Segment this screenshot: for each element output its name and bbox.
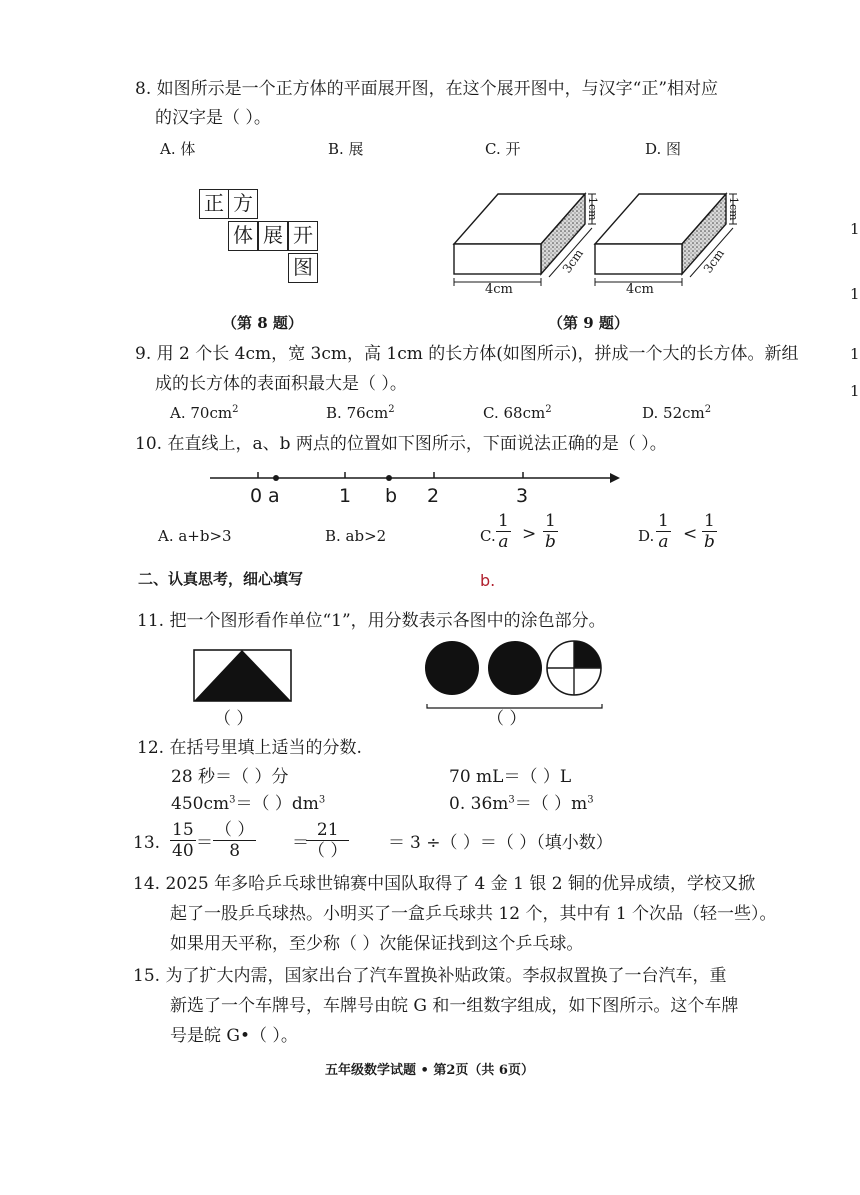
q8-option-d: D. 图 xyxy=(645,140,682,158)
q10-option-b: B. ab>2 xyxy=(325,527,387,545)
section2-title: 二、认真思考，细心填写 xyxy=(138,570,304,588)
dim-height-left: 1cm xyxy=(586,197,599,221)
q9-caption: （第 9 题） xyxy=(548,314,629,332)
q10-option-c-letter: C. xyxy=(480,527,496,545)
q8-line1: 8. 如图所示是一个正方体的平面展开图，在这个展开图中，与汉字“正”相对应 xyxy=(135,79,719,99)
q10-c-op: > xyxy=(522,524,537,544)
dim-length-left: 4cm xyxy=(485,282,513,297)
q13-eq2: ＝ xyxy=(292,833,309,853)
q8-caption: （第 8 题） xyxy=(222,314,303,332)
nl-label-3: 3 xyxy=(516,485,529,507)
q13-number: 13. xyxy=(133,833,161,853)
q10-c-frac1: $\frac{1}{a}$ xyxy=(498,511,509,552)
q11-triangle-figure xyxy=(192,648,294,704)
q13-eq3: ＝ xyxy=(388,833,405,853)
q12-c: $450cm^3=$（ ）$dm^3$ xyxy=(171,794,326,814)
q9-line2: 成的长方体的表面积最大是（ ）。 xyxy=(155,374,407,394)
margin-mark: 1 xyxy=(850,345,860,363)
net-cell-fang: 方 xyxy=(228,189,258,219)
nl-label-a: a xyxy=(268,485,280,507)
margin-mark: 1 xyxy=(850,382,860,400)
margin-mark: 1 xyxy=(850,220,860,238)
q15-line3: 号是皖 G•（ ）。 xyxy=(170,1026,298,1046)
net-cell-zhan: 展 xyxy=(258,221,288,251)
q14-line2: 起了一股乒乓球热。小明买了一盒乒乓球共 12 个，其中有 1 个次品（轻一些）。 xyxy=(170,904,777,924)
q10-d-frac2: $\frac{1}{b}$ xyxy=(704,511,715,552)
q8-option-a: A. 体 xyxy=(160,140,196,158)
q10-c-frac2: $\frac{1}{b}$ xyxy=(545,511,556,552)
q12-d: 0. $36m^3=$（ ）$m^3$ xyxy=(449,794,594,814)
q9-line1: 9. 用 2 个长 4cm，宽 3cm，高 1cm 的长方体(如图所示)，拼成一个大的长方体。新组 xyxy=(135,344,799,364)
q11-circles-figure xyxy=(422,638,608,710)
nl-label-1: 1 xyxy=(339,485,352,507)
q9-option-b: B. $76cm^2$ xyxy=(326,404,395,422)
q15-line2: 新选了一个车牌号，车牌号由皖 G 和一组数字组成，如下图所示。这个车牌 xyxy=(170,996,739,1016)
circle-quarter xyxy=(547,641,601,695)
margin-mark: 1 xyxy=(850,285,860,303)
q9-option-d: D. $52cm^2$ xyxy=(642,404,712,422)
circle-full-1 xyxy=(425,641,479,695)
q11-line1: 11. 把一个图形看作单位“1”，用分数表示各图中的涂色部分。 xyxy=(137,611,606,631)
dim-height-right: 1cm xyxy=(727,197,740,221)
point-b xyxy=(386,475,392,481)
q10-option-d-letter: D. xyxy=(638,527,655,545)
q11-blank1: （ ） xyxy=(214,709,254,729)
net-cell-kai: 开 xyxy=(288,221,318,251)
q13-frac3: 21 （ ） xyxy=(308,820,348,861)
q13-eq1: ＝ xyxy=(196,833,213,853)
dim-width-left: 3cm xyxy=(559,246,586,276)
q10-option-a: A. a+b>3 xyxy=(158,527,232,545)
q8-option-c: C. 开 xyxy=(485,140,521,158)
q10-d-op: < xyxy=(683,524,698,544)
dim-length-right: 4cm xyxy=(626,282,654,297)
q10-line1: 10. 在直线上，a、b 两点的位置如下图所示，下面说法正确的是（ ）。 xyxy=(135,434,667,454)
circle-full-2 xyxy=(488,641,542,695)
net-cell-ti: 体 xyxy=(228,221,258,251)
q15-line1: 15. 为了扩大内需，国家出台了汽车置换补贴政策。李叔叔置换了一台汽车，重 xyxy=(133,966,727,986)
q14-line3: 如果用天平称，至少称（ ）次能保证找到这个乒乓球。 xyxy=(170,934,584,954)
q11-blank2: （ ） xyxy=(487,709,527,729)
q9-option-a: A. $70cm^2$ xyxy=(170,404,239,422)
q8-option-b: B. 展 xyxy=(328,140,364,158)
nl-label-2: 2 xyxy=(427,485,440,507)
point-a xyxy=(273,475,279,481)
q12-b: 70 mL＝（ ）L xyxy=(449,767,572,787)
q14-line1: 14. 2025 年多哈乒乓球世锦赛中国队取得了 4 金 1 银 2 铜的优异成绩，学校又掀 xyxy=(133,874,755,894)
page-footer: 五年级数学试题 • 第2页（共 6页） xyxy=(325,1063,534,1078)
q13-frac2: （ ） 8 xyxy=(215,820,255,861)
q8-line2: 的汉字是（ ）。 xyxy=(155,108,271,128)
net-cell-zheng: 正 xyxy=(199,189,229,219)
handwritten-answer: b. xyxy=(480,571,496,590)
nl-label-b: b xyxy=(385,485,398,507)
q9-option-c: C. $68cm^2$ xyxy=(483,404,552,422)
dim-width-right: 3cm xyxy=(700,246,727,276)
q13-frac1: $\frac{15}{40}$ xyxy=(172,820,194,861)
nl-label-0: 0 xyxy=(250,485,263,507)
q13-tail: 3 ÷（ ）＝（ ）（填小数） xyxy=(410,833,613,853)
net-cell-tu: 图 xyxy=(288,253,318,283)
q12-a: 28 秒＝（ ）分 xyxy=(171,767,289,787)
q12-line1: 12. 在括号里填上适当的分数. xyxy=(137,738,362,758)
q10-d-frac1: $\frac{1}{a}$ xyxy=(658,511,669,552)
